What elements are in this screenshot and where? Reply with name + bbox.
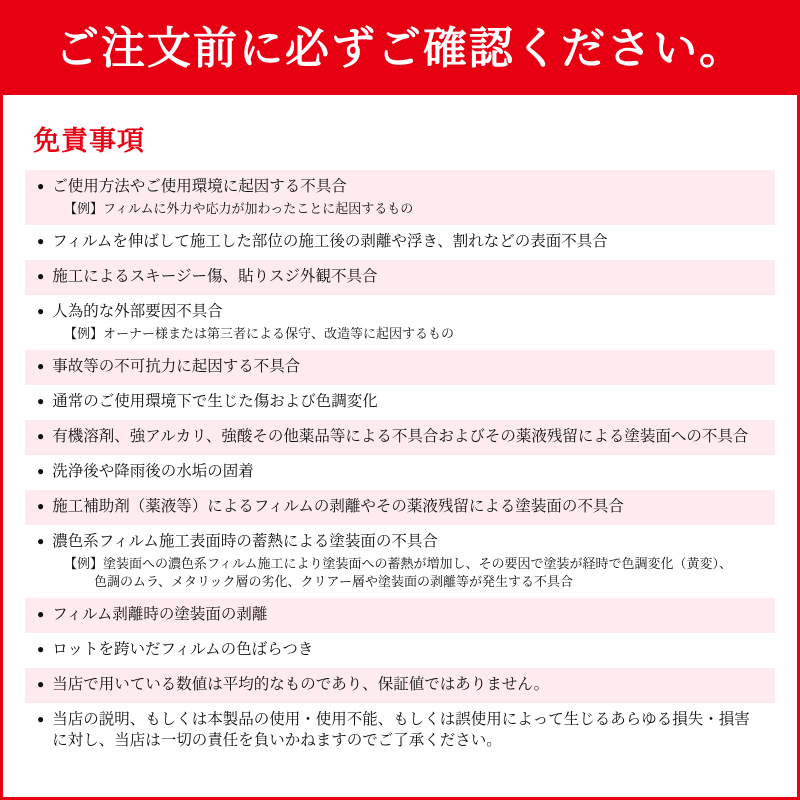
list-item-main <box>37 302 765 323</box>
list-item <box>25 490 775 525</box>
list-item-text: ご使用方法やご使用環境に起因する不具合 <box>52 178 347 195</box>
list-item-example-line: 色調のムラ、メタリック層の劣化、クリアー層や塗装面の剥離等が発生する不具合 <box>94 573 574 589</box>
list-item-text: 濃色系フィルム施工表面時の蓄熱による塗装面の不具合 <box>52 532 438 550</box>
list-item-main <box>37 267 765 288</box>
list-item-main <box>37 462 765 483</box>
list-item-main <box>37 357 765 378</box>
list-item-text: 事故等の不可抗力に起因する不具合 <box>52 358 301 376</box>
list-item <box>25 170 775 225</box>
list-item-example-line: 【例】フィルムに外力や応力が加わったことに起因するもの <box>64 200 414 216</box>
page-header-band <box>3 3 797 95</box>
bullet-icon: ● <box>37 303 45 318</box>
list-item <box>25 633 775 668</box>
list-item-text: フィルムを伸ばして施工した部位の施工後の剥離や浮き、割れなどの表面不具合 <box>52 233 608 251</box>
list-item-main <box>37 392 765 413</box>
bullet-icon: ● <box>37 463 45 478</box>
list-item <box>25 350 775 385</box>
bullet-icon: ● <box>37 533 45 548</box>
list-item <box>25 455 775 490</box>
list-item-example <box>64 325 765 343</box>
list-item-main <box>37 532 765 553</box>
disclaimer-list <box>25 170 775 759</box>
list-item <box>25 385 775 420</box>
bullet-icon: ● <box>37 179 45 193</box>
list-item-main <box>37 232 765 253</box>
disclaimer-body <box>3 95 797 797</box>
bullet-icon: ● <box>37 269 45 284</box>
list-item-text: 通常のご使用環境下で生じた傷および色調変化 <box>52 392 378 410</box>
bullet-icon: ● <box>37 676 45 691</box>
list-item-example <box>64 200 765 218</box>
list-item <box>25 295 775 350</box>
list-item <box>25 598 775 633</box>
list-item <box>25 420 775 455</box>
bullet-icon: ● <box>37 498 45 513</box>
section-title: 免責事項 <box>33 126 145 156</box>
list-item <box>25 225 775 260</box>
list-item-text: 当店で用いている数値は平均的なものであり、保証値ではありません。 <box>52 675 550 693</box>
bullet-icon: ● <box>37 393 45 408</box>
bullet-icon: ● <box>37 428 45 443</box>
list-item-main <box>37 177 765 198</box>
list-item-text: 有機溶剤、強アルカリ、強酸その他薬品等による不具合およびその薬液残留による塗装面への不具合 <box>52 427 749 445</box>
list-item-text: ロットを跨いだフィルムの色ばらつき <box>52 640 314 658</box>
list-item-example <box>64 555 765 591</box>
list-item-text: 施工補助剤（薬液等）によるフィルムの剥離やその薬液残留による塗装面の不具合 <box>52 497 624 515</box>
bullet-icon: ● <box>37 641 45 656</box>
list-item-main <box>37 710 765 752</box>
list-item-text: 洗浄後や降雨後の水垢の固着 <box>52 462 254 480</box>
list-item-main <box>37 640 765 661</box>
list-item <box>25 668 775 703</box>
bullet-icon: ● <box>37 234 45 249</box>
list-item-text: 施工によるスキージー傷、貼りスジ外観不具合 <box>52 268 378 286</box>
bullet-icon: ● <box>37 359 45 374</box>
list-item-main <box>37 427 765 448</box>
list-item-example-line: 【例】塗装面への濃色系フィルム施工により塗装面への蓄熱が増加し、その要因で塗装が経時で色調変化（黄変）、 <box>64 555 732 571</box>
list-item-main <box>37 497 765 518</box>
list-item-main <box>37 675 765 696</box>
list-item <box>25 703 775 759</box>
page-title: ご注文前に必ずご確認ください。 <box>55 24 745 73</box>
list-item-main <box>37 605 765 626</box>
list-item-text: 当店の説明、もしくは本製品の使用・使用不能、もしくは誤使用によって生じるあらゆる損失・損害に対し、当店は一切の責任を負いかねますのでご了承ください。 <box>52 710 750 749</box>
list-item <box>25 260 775 295</box>
bullet-icon: ● <box>37 606 45 621</box>
list-item-example-line: 【例】オーナー様または第三者による保守、改造等に起因するもの <box>64 325 455 341</box>
bullet-icon: ● <box>37 711 45 726</box>
list-item <box>25 525 775 598</box>
list-item-text: フィルム剥離時の塗装面の剥離 <box>52 605 268 623</box>
list-item-text: 人為的な外部要因不具合 <box>52 302 223 320</box>
